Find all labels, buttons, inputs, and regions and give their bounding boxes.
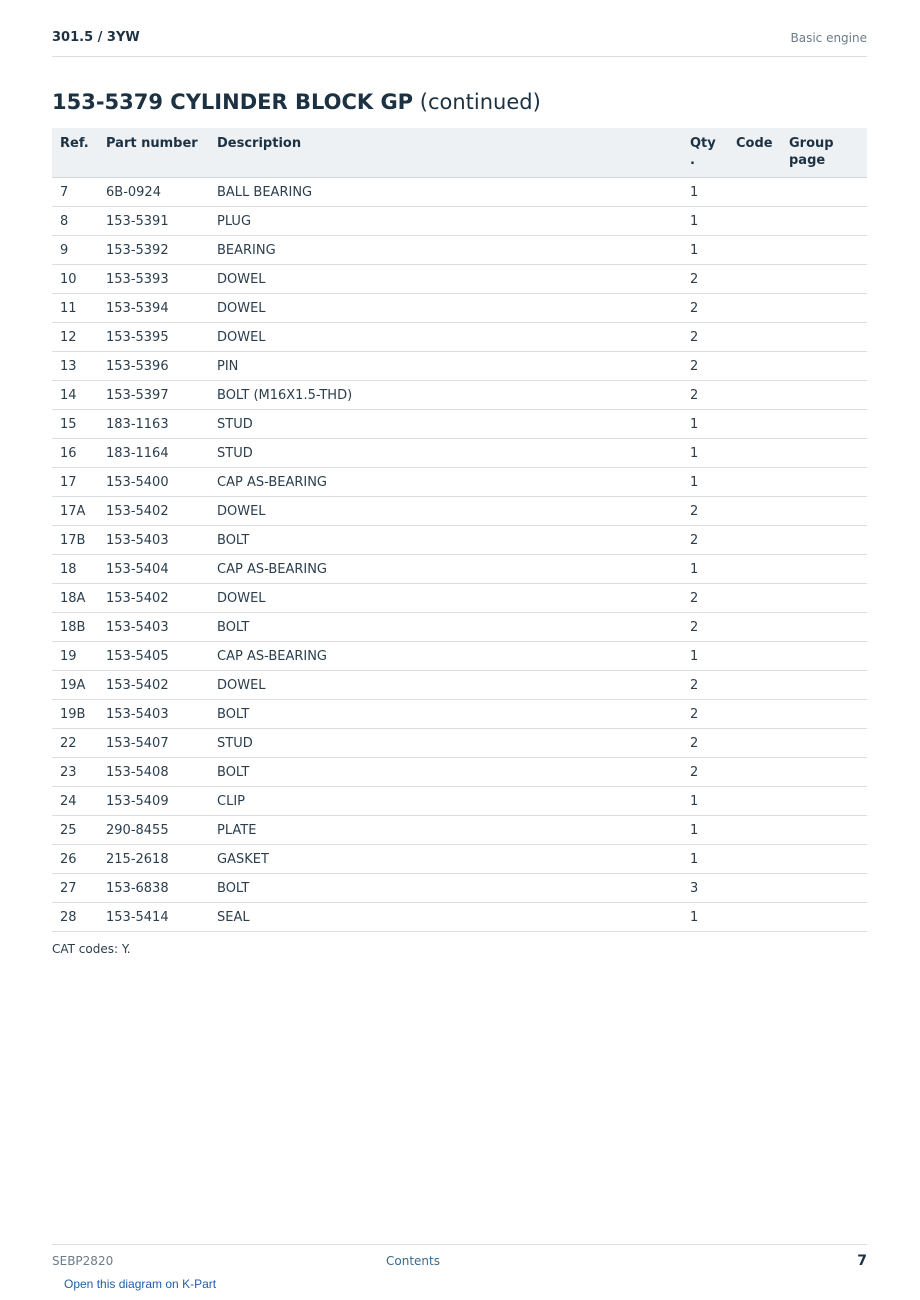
cell-code — [728, 787, 781, 816]
cell-ref: 16 — [52, 439, 98, 468]
cell-group-page — [781, 468, 867, 497]
cell-group-page — [781, 874, 867, 903]
cell-ref: 19 — [52, 642, 98, 671]
cell-code — [728, 816, 781, 845]
cell-code — [728, 758, 781, 787]
cell-part-number: 290-8455 — [98, 816, 209, 845]
table-row — [52, 642, 867, 671]
cell-part-number: 153-5391 — [98, 207, 209, 236]
table-row — [52, 845, 867, 874]
cell-part-number: 153-5392 — [98, 236, 209, 265]
table-row — [52, 584, 867, 613]
column-header-part-number: Part number — [98, 128, 209, 178]
cell-ref: 28 — [52, 903, 98, 932]
column-header-group-page: Group page — [781, 128, 867, 178]
table-row — [52, 758, 867, 787]
table-row — [52, 729, 867, 758]
table-row — [52, 178, 867, 207]
cell-description: BALL BEARING — [209, 178, 682, 207]
cell-description: DOWEL — [209, 323, 682, 352]
cell-code — [728, 584, 781, 613]
cell-part-number: 153-5396 — [98, 352, 209, 381]
cell-qty: 1 — [682, 236, 728, 265]
table-row — [52, 381, 867, 410]
cell-code — [728, 729, 781, 758]
cell-group-page — [781, 207, 867, 236]
cell-part-number: 153-5402 — [98, 671, 209, 700]
cell-qty: 2 — [682, 758, 728, 787]
cell-ref: 27 — [52, 874, 98, 903]
cell-qty: 1 — [682, 787, 728, 816]
column-header-ref: Ref. — [52, 128, 98, 178]
cell-part-number: 153-5409 — [98, 787, 209, 816]
cell-qty: 2 — [682, 323, 728, 352]
cell-group-page — [781, 497, 867, 526]
page-header — [52, 28, 867, 57]
cell-description: GASKET — [209, 845, 682, 874]
cell-description: PIN — [209, 352, 682, 381]
table-row — [52, 874, 867, 903]
cell-qty: 2 — [682, 584, 728, 613]
cell-group-page — [781, 381, 867, 410]
column-header-qty: Qty . — [682, 128, 728, 178]
cell-part-number: 153-5403 — [98, 613, 209, 642]
cell-part-number: 153-5402 — [98, 497, 209, 526]
section-label: Basic engine — [790, 31, 867, 45]
cell-description: BOLT — [209, 874, 682, 903]
cell-ref: 17A — [52, 497, 98, 526]
cell-qty: 2 — [682, 729, 728, 758]
cell-group-page — [781, 236, 867, 265]
cell-qty: 2 — [682, 526, 728, 555]
cell-description: CAP AS-BEARING — [209, 642, 682, 671]
page-title — [52, 90, 541, 114]
cell-qty: 1 — [682, 410, 728, 439]
cell-ref: 26 — [52, 845, 98, 874]
cell-group-page — [781, 729, 867, 758]
cell-qty: 2 — [682, 265, 728, 294]
cell-code — [728, 381, 781, 410]
cell-qty: 1 — [682, 903, 728, 932]
title-suffix: (continued) — [419, 90, 541, 114]
cell-group-page — [781, 439, 867, 468]
document-id: SEBP2820 — [52, 1254, 114, 1268]
cell-ref: 23 — [52, 758, 98, 787]
cell-qty: 3 — [682, 874, 728, 903]
cell-qty: 1 — [682, 207, 728, 236]
table-row — [52, 236, 867, 265]
cell-description: BOLT — [209, 526, 682, 555]
cell-qty: 1 — [682, 468, 728, 497]
cell-part-number: 153-5395 — [98, 323, 209, 352]
cell-code — [728, 555, 781, 584]
cell-ref: 25 — [52, 816, 98, 845]
cell-qty: 2 — [682, 700, 728, 729]
cell-code — [728, 178, 781, 207]
cell-group-page — [781, 700, 867, 729]
cell-part-number: 153-6838 — [98, 874, 209, 903]
cell-qty: 2 — [682, 294, 728, 323]
table-row — [52, 294, 867, 323]
cell-ref: 10 — [52, 265, 98, 294]
cell-part-number: 153-5405 — [98, 642, 209, 671]
cell-part-number: 183-1163 — [98, 410, 209, 439]
cell-description: CAP AS-BEARING — [209, 555, 682, 584]
cell-part-number: 215-2618 — [98, 845, 209, 874]
cell-code — [728, 642, 781, 671]
cell-group-page — [781, 903, 867, 932]
cell-qty: 2 — [682, 613, 728, 642]
cell-part-number: 6B-0924 — [98, 178, 209, 207]
cell-group-page — [781, 816, 867, 845]
cell-qty: 1 — [682, 439, 728, 468]
cell-qty: 2 — [682, 352, 728, 381]
cell-description: BEARING — [209, 236, 682, 265]
cell-group-page — [781, 265, 867, 294]
cell-description: STUD — [209, 729, 682, 758]
cell-group-page — [781, 410, 867, 439]
cell-qty: 2 — [682, 497, 728, 526]
page-footer — [52, 1244, 867, 1269]
cell-code — [728, 874, 781, 903]
cell-group-page — [781, 671, 867, 700]
cell-ref: 13 — [52, 352, 98, 381]
cell-group-page — [781, 758, 867, 787]
cell-code — [728, 497, 781, 526]
table-row — [52, 787, 867, 816]
cell-code — [728, 845, 781, 874]
cell-code — [728, 903, 781, 932]
cell-description: DOWEL — [209, 497, 682, 526]
cell-part-number: 153-5400 — [98, 468, 209, 497]
column-header-code: Code — [728, 128, 781, 178]
cell-part-number: 153-5394 — [98, 294, 209, 323]
cell-ref: 12 — [52, 323, 98, 352]
cell-description: PLATE — [209, 816, 682, 845]
cell-code — [728, 410, 781, 439]
parts-table — [52, 128, 867, 932]
table-row — [52, 439, 867, 468]
cell-code — [728, 671, 781, 700]
cell-part-number: 153-5402 — [98, 584, 209, 613]
cell-part-number: 153-5403 — [98, 526, 209, 555]
cell-description: DOWEL — [209, 294, 682, 323]
cell-code — [728, 323, 781, 352]
cell-group-page — [781, 613, 867, 642]
table-row — [52, 497, 867, 526]
cell-qty: 2 — [682, 381, 728, 410]
cell-code — [728, 468, 781, 497]
cell-group-page — [781, 845, 867, 874]
cell-group-page — [781, 642, 867, 671]
cell-description: BOLT — [209, 758, 682, 787]
cell-qty: 1 — [682, 845, 728, 874]
model-label: 301.5 / 3YW — [52, 30, 140, 45]
table-row — [52, 700, 867, 729]
cell-code — [728, 207, 781, 236]
table-row — [52, 903, 867, 932]
table-row — [52, 613, 867, 642]
cell-ref: 17 — [52, 468, 98, 497]
cell-description: PLUG — [209, 207, 682, 236]
cell-part-number: 153-5414 — [98, 903, 209, 932]
cell-group-page — [781, 294, 867, 323]
cell-code — [728, 700, 781, 729]
table-row — [52, 265, 867, 294]
table-row — [52, 410, 867, 439]
column-header-description: Description — [209, 128, 682, 178]
cell-part-number: 153-5397 — [98, 381, 209, 410]
page-number: 7 — [857, 1253, 867, 1269]
cell-ref: 9 — [52, 236, 98, 265]
cell-description: BOLT (M16X1.5-THD) — [209, 381, 682, 410]
cell-description: CAP AS-BEARING — [209, 468, 682, 497]
cell-ref: 22 — [52, 729, 98, 758]
contents-link[interactable]: Contents — [386, 1254, 440, 1268]
cell-ref: 17B — [52, 526, 98, 555]
cell-part-number: 153-5393 — [98, 265, 209, 294]
cell-qty: 1 — [682, 642, 728, 671]
cell-code — [728, 294, 781, 323]
cell-group-page — [781, 787, 867, 816]
cell-ref: 19A — [52, 671, 98, 700]
table-row — [52, 468, 867, 497]
cell-qty: 1 — [682, 178, 728, 207]
cell-group-page — [781, 584, 867, 613]
cell-code — [728, 526, 781, 555]
title-code-name: 153-5379 CYLINDER BLOCK GP — [52, 90, 414, 114]
cell-part-number: 153-5408 — [98, 758, 209, 787]
cell-code — [728, 236, 781, 265]
cell-description: BOLT — [209, 700, 682, 729]
cell-group-page — [781, 323, 867, 352]
table-row — [52, 323, 867, 352]
cell-code — [728, 352, 781, 381]
table-row — [52, 555, 867, 584]
cell-ref: 18A — [52, 584, 98, 613]
cell-description: SEAL — [209, 903, 682, 932]
cell-description: CLIP — [209, 787, 682, 816]
cell-ref: 7 — [52, 178, 98, 207]
table-row — [52, 352, 867, 381]
cat-codes-note: CAT codes: Y. — [52, 942, 131, 956]
cell-ref: 8 — [52, 207, 98, 236]
cell-group-page — [781, 352, 867, 381]
cell-description: DOWEL — [209, 584, 682, 613]
cell-group-page — [781, 178, 867, 207]
cell-part-number: 153-5403 — [98, 700, 209, 729]
cell-ref: 18B — [52, 613, 98, 642]
cell-description: DOWEL — [209, 265, 682, 294]
table-row — [52, 526, 867, 555]
parts-table-body — [52, 178, 867, 932]
cell-group-page — [781, 555, 867, 584]
cell-description: STUD — [209, 410, 682, 439]
cell-part-number: 153-5407 — [98, 729, 209, 758]
cell-ref: 14 — [52, 381, 98, 410]
cell-ref: 24 — [52, 787, 98, 816]
cell-ref: 11 — [52, 294, 98, 323]
table-header-row — [52, 128, 867, 178]
cell-description: STUD — [209, 439, 682, 468]
cell-part-number: 153-5404 — [98, 555, 209, 584]
cell-code — [728, 439, 781, 468]
cell-description: BOLT — [209, 613, 682, 642]
cell-group-page — [781, 526, 867, 555]
cell-ref: 19B — [52, 700, 98, 729]
table-row — [52, 816, 867, 845]
cell-code — [728, 613, 781, 642]
cell-code — [728, 265, 781, 294]
cell-ref: 18 — [52, 555, 98, 584]
table-row — [52, 671, 867, 700]
table-row — [52, 207, 867, 236]
cell-ref: 15 — [52, 410, 98, 439]
kpart-diagram-link[interactable]: Open this diagram on K-Part — [64, 1277, 217, 1291]
cell-qty: 1 — [682, 816, 728, 845]
cell-qty: 1 — [682, 555, 728, 584]
cell-qty: 2 — [682, 671, 728, 700]
cell-description: DOWEL — [209, 671, 682, 700]
cell-part-number: 183-1164 — [98, 439, 209, 468]
